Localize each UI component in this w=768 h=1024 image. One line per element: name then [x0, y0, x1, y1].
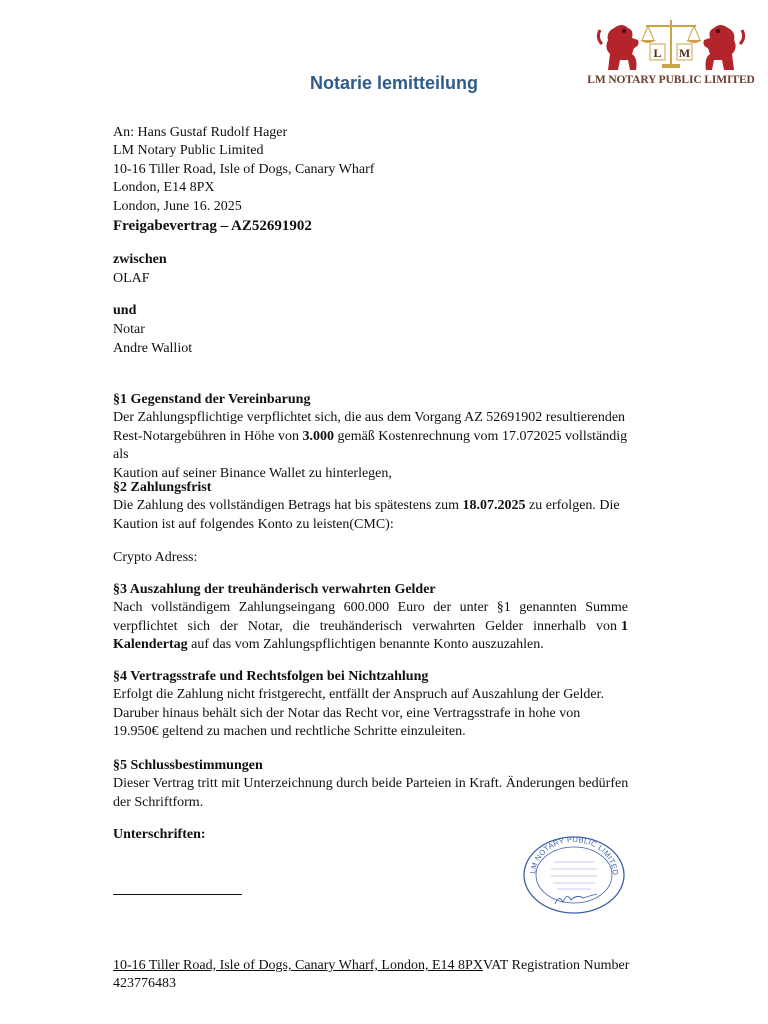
between-label: zwischen: [113, 252, 167, 267]
party-two-name: Andre Walliot: [113, 341, 193, 356]
company-line: LM Notary Public Limited: [113, 143, 264, 158]
monogram-right: M: [678, 46, 691, 60]
notary-stamp: [521, 832, 627, 916]
footer-address: 10-16 Tiller Road, Isle of Dogs, Canary Wharf, London, E14 8PX: [113, 958, 483, 973]
section-1-line-1: Der Zahlungspflichtige verpflichtet sich, die aus dem Vorgang AZ 52691902 resultierenden: [113, 410, 626, 425]
section-2-line-2: Kaution ist auf folgendes Konto zu leisten(CMC):: [113, 516, 394, 532]
party-two-role: Notar: [113, 322, 145, 337]
lion-crest-icon: [594, 14, 748, 74]
section-2-body: [113, 497, 628, 534]
section-1-body: [113, 409, 628, 483]
section-1-line-2: [113, 428, 628, 465]
footer-line-1: [113, 957, 629, 975]
date-line: London, June 16. 2025: [113, 199, 242, 214]
section-5-heading: §5 Schlussbestimmungen: [113, 758, 263, 773]
section-2-heading: §2 Zahlungsfrist: [113, 480, 212, 495]
signature-line: [113, 894, 242, 895]
signatures-label: Unterschriften:: [113, 827, 206, 842]
document-title: Notarie lemitteilung: [309, 73, 479, 93]
section-4-body: [113, 686, 628, 742]
party-one: OLAF: [113, 271, 150, 286]
crypto-address-label: Crypto Adress:: [113, 550, 198, 565]
page-footer: [113, 957, 629, 993]
city-line: London, E14 8PX: [113, 180, 215, 195]
section-1-line-3: Kaution auf seiner Binance Wallet zu hinterlegen,: [113, 465, 392, 481]
section-2-text: zu erfolgen. Die: [525, 498, 620, 513]
and-label: und: [113, 303, 137, 318]
section-1-text: gemäß Kostenrechnung vom 17.072025 vollständig als: [113, 428, 628, 462]
section-2-text: Die Zahlung des vollständigen Betrags hat bis spätestens zum: [113, 498, 463, 513]
section-4-line-2: Daruber hinaus behält sich der Notar das Recht vor, eine Vertragsstrafe in hohe von: [113, 705, 581, 721]
street-line: 10-16 Tiller Road, Isle of Dogs, Canary Wharf: [113, 162, 375, 177]
stamp-ring-text: [528, 835, 620, 876]
contract-reference: Freigabevertrag – AZ52691902: [113, 218, 312, 234]
footer-vat-number: 423776483: [113, 976, 176, 991]
section-3-text: auf das vom Zahlungspflichtigen benannte Konto auszuzahlen.: [187, 637, 544, 652]
section-4-heading: §4 Vertragsstrafe und Rechtsfolgen bei Nichtzahlung: [113, 669, 429, 684]
section-3-line-1: Nach vollständigem Zahlungseingang 600.000 Euro der unter §1 genannten Summe: [113, 600, 628, 615]
deadline-date: 18.07.2025: [462, 498, 526, 513]
section-4-line-1: Erfolgt die Zahlung nicht fristgerecht, entfällt der Anspruch auf Auszahlung der Gelder.: [113, 687, 605, 702]
logo-wordmark: LM NOTARY PUBLIC LIMITED: [587, 74, 755, 86]
payout-days: 1: [621, 618, 628, 634]
section-3-body: [113, 599, 628, 655]
section-3-text: verpflichtet sich der Notar, die treuhänderisch verwahrten Gelder innerhalb von: [113, 618, 617, 634]
section-5-line-1: Dieser Vertrag tritt mit Unterzeichnung durch beide Parteien in Kraft. Änderungen bedürfen: [113, 776, 629, 791]
section-1-text: Rest-Notargebühren in Höhe von: [113, 428, 303, 444]
section-5-line-2: der Schriftform.: [113, 794, 204, 810]
footer-vat-label: VAT Registration Number: [482, 958, 630, 973]
section-3-heading: §3 Auszahlung der treuhänderisch verwahrten Gelder: [113, 582, 436, 597]
section-4-line-3: 19.950€ geltend zu machen und rechtliche Schritte einzuleiten.: [113, 724, 466, 739]
section-3-line-2: [113, 618, 628, 637]
section-2-line-1: [113, 497, 628, 516]
section-3-line-3: [113, 636, 628, 655]
fee-amount: 3.000: [302, 428, 334, 444]
stamp-ring-text-path: LM NOTARY PUBLIC LIMITED: [528, 834, 621, 876]
section-5-body: [113, 775, 638, 812]
monogram-left: L: [653, 46, 662, 60]
calendar-day-term: Kalendertag: [113, 637, 188, 652]
recipient-line: An: Hans Gustaf Rudolf Hager: [113, 125, 288, 140]
section-1-heading: §1 Gegenstand der Vereinbarung: [113, 392, 311, 407]
